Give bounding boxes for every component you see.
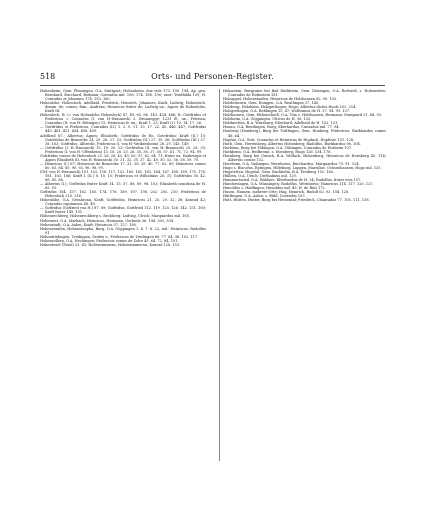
index-entry: Gottfridus comes de Hohenloch 25. 26. 28. 43. 45; 50; 57; 62. 64. 71; frater ux. Hadewigis et Agnes Elizabeth (II. von H.-Brauneck) 30. 31. 32. 35. 37. 42. 49. 50. 52. 56. 58. 59. 70.: [40, 153, 206, 162]
index-entry: Holzbrunnen, Gem. Eningen, O.A. Reutlingen 37. 145.: [223, 101, 320, 106]
index-entry: Horb, Gem. Herrenberg, Albertus Hohenberg; Rudolfus, Burkhardus 96. 104.: [223, 141, 361, 146]
index-entry: Holzappel, Hohenstaufen; Heinricus de Holzhausen 82. 90. 103.: [223, 97, 338, 102]
index-entry: Hundersingen, O.A. Münsingen; Rudolfus, Wernherus; Hainricus 114. 117. 120. 127.: [223, 182, 374, 187]
index-entry: Hohenzollern, O.A. Hechingen; Fridericus comes de Zolre 45. 64. 72. 84. 101.: [40, 238, 179, 243]
index-entry: — Gottfridus (I. H.-Brauneck) 15. 18. 20. 23; Gottfridus (II. von H.-Brauneck) 25. 28. 35; Fridericus (I. von H.-Uffenheim) 15. 18. 20. 25. 26. 35. 38. 37. 50. 57. 61. 71. 72. 94. 99.: [40, 145, 206, 154]
index-entry: Hopfau, O.A. Sulz; Conradus et Heinricus de Hopfach, Hopfowe 101. 128.: [223, 137, 355, 142]
index-entry: Hutt, Hutten, Hutter, Burg bei Hessental; Friedrich, Chunradus 77. 105. 111. 138.: [223, 198, 370, 203]
index-entry: (Grf. von H.-Brauneck) 101. 102. 116. 117. 152. 160. 161. 162. 164. 167. 168. 169. 170. 178. 181. 183. 186; Kraft I. (II.) 8. 10. 15; Fridericus et Wilhelmus 28. 31; Gottfridus 38. 42. 66. 85. 86.: [40, 169, 206, 183]
index-entry: Hohentwiel (Twiel) 33. 45; Hohenzimmern, Hohenzimmeren, Konrad 128. 153.: [40, 242, 181, 247]
running-title: Orts- und Personen-Register.: [151, 72, 274, 81]
index-entry: Hohenloch, H. (= von Hohenlohe Hohenloch) 47. 49. 65. 66. 143. 434. 486; H. Gottfridus et Fridericus = Conradus (I. von H.-Brauneck) 2. Brunnegge; 1231 ff.; ux.: Petrissa; Conradus (II. von H.-Rötingen) 15; Heinricus fr. ux.: Kraft 1. 23; Kraft (I.) 10. 14. 17. 26.: [40, 113, 206, 126]
index-entry: Holzburg, Holzheim, Holzgerlingen; Hugo; Albertus dictus Hoolz 102. 214.: [223, 105, 357, 110]
header-rule: [40, 85, 385, 86]
index-entry: Hummertsried, O.A. Waldsee, Eberhardus de H. 34; Rudolfus, frater eius 157.: [223, 178, 362, 183]
index-entry: Hohenlohe, Hohenloch, Adelheid, Friedrich, Heinrich, Johannes, Kraft, Ludwig; Hohenloch, domin. de; comes; fam.: Andreas; Heinricus frater de; Ludwig ux.: Agnes de Hohenlohe, Kraft III.: [40, 101, 206, 114]
index-entry: — Heinricus (I.) 67; Heinricus de Brunecke 17. 31. 38. 39. 40. 77. 82. 89; Heinricus comes 80. 83. 84. 85. 90. 93. 96. 98. 99.: [40, 161, 206, 170]
index-entry: Hohenstadt, O.A. Aalen, Kraft; Heinricus 37. 127. 198.: [40, 222, 137, 227]
index-entry: Hohenriet, O.A. Marbach, Heinricus, Hermann, Gerlinde 36. 194. 303. 304.: [40, 218, 175, 223]
index-column-right: [219, 89, 386, 461]
index-entry: Hohenheim, Gem. Plieningen, O.A. Stuttgart; Hohenheim, dux vide 173. 190. 194. Ap. gen. Bernhard, Burchard, Bodman; Conradus mil. 106. 174. 188. 190; uxor: Trudhilda 105; H. Conradus et Johannes 174. 193. 160.: [40, 89, 206, 102]
index-entry: Honberg (Homberg), Burg bei Tuttlingen, Gem. Honberg; Fridericus, Burkhardus comes 48. 64.: [223, 129, 386, 138]
index-entry: Holzhausen, Gem. Ettlenschieß, O.A. Ulm s. Holzhausen; Hermann, Marquard 31. 84. 93.: [223, 113, 383, 118]
index-entry: Holzkirchen, B.A. Würzburg; Eberhard; Adelheid de H. 102. 131.: [223, 121, 339, 126]
index-entry: Hugstetten, Hugstat, Gem. Buchhelm, B.A. Freiburg 152. 160.: [223, 169, 335, 174]
index-entry: — Albertus (I.); Gotfridus frater Kraft 14. 15. 57. 88. 89. 98. 103; Elizabeth comitissa de H. 85. 93.: [40, 182, 206, 191]
index-entry: Hülben, O.A. Urach; Diethalmus mil. 129.: [223, 173, 297, 178]
index-entry: Gotfridus 184. 157. 162. 165. 174. 176. 189. 197. 198. 202. 205. 210; Fridericus de Hohenloch 210. 216.: [40, 190, 206, 199]
index-entry: Horrheim, O.A. Vaihingen; Wernherus, Burchardus, Marquardus 75. 91. 124.: [223, 161, 360, 166]
index-column-left: [40, 89, 206, 461]
index-entry: — Gotfridus (Gotfried von H.) 87. 89; Gotfridus, Gottfried 112. 119. 125. 126. 142. 151. 160; Kraft frater 149. 151.: [40, 206, 206, 215]
index-entry: Hohenrechberg, Hohenrechberg s. Rechberg. Ludwig, Ulrich; Marquardus mil. 185.: [40, 214, 190, 219]
index-entry: Hornberg, Burg bei Gutach, B.A. Wolfach, Hohenberg; Heinricus de Hornberg 45. 114; Albertus comes 152.: [223, 153, 386, 162]
index-entry: Horheim, Burg bei Tübingen, O.A. Tübingen; Cunradus de Horheim 107.: [223, 145, 353, 150]
index-entry: Hohnstein, Burgruine bei Bad Dürkheim, Gem. Dietingen, O.A. Rottweil, s. Hohenstein; Conradus de Hohnstein 181.: [223, 89, 386, 98]
index-entry: Hohentrüdingen, Trudingen, Grafen v.; Fridericus de Trudingen 66. 77. 84. 96. 102. 117.: [40, 234, 199, 239]
index-entry: Hohenstaufen, Hohenstoupha, Burg, O.A. Göppingen 1. 4. 7. 8. 22; mil.: Heinricus, Rudolfus 91.: [40, 226, 206, 235]
page-number: 518: [40, 72, 56, 81]
index-entry: Hunoldus s. Hailfingen; Hunoldus mil. 49; H. de Ruti 172.: [223, 186, 326, 191]
index-entry: Holzheim, O.A. Göppingen, Ulricus de H. 36. 135.: [223, 117, 312, 122]
index-entry: Holzgerlingen, O.A. Böblingen 15. 47; Wolframus de H. 57. 94. 99. 137.: [223, 109, 351, 114]
index-entry: Adelheid 67.; Albertus; Agnes; Elisabeth; Gottfridus de Ho. Gotefridus; Kraft (II.) 15; Gotefridus de Brunecke 24. 25. 26. 27. 33; Gottfridus (II.) 27. 35. 36; Gottfridus (III.) 37. 38. 163; Gotfridus, Albrecht, Fridericus (I. von H.-Weikersheim) 28. 29. 143. 149.: [40, 133, 206, 146]
index-entry: Honau, O.A. Reutlingen, Burg; Eberhardus, Cunradus mil. 77. 94.: [223, 125, 340, 130]
index-entry: Horkheim, O.A. Heilbronn, s. Hornberg; Hugo 126. 134. 176.: [223, 149, 332, 154]
index-entry: Hugo s. Biscofus, Eptingen, Hilteburg, Luppen, Marsilius, Ochsenhausen; Hugo mil. 135.: [223, 165, 382, 170]
index-entry: Hohenlohe, O.A. Gerabronn, Kraft, Gottfridus, Heinricus 21. 25. 29. 32. 38; Konrad 42; Conradus capitaneus 46. 49.: [40, 198, 206, 207]
index-entry: — Gottfridus et Fridericus, Conradus (II.) 1. 2. 9. 11. 13. 17. 22. 45. 446. 447; Gottfridus 443. 481. 451. 454. 458. 459.: [40, 125, 206, 134]
index-entry: Hüttlingen, O.A. Aalen, s. Bühl; Conradus 103.: [223, 194, 306, 199]
index-entry: Husen, Hausen, mehrere Orte; Hug, Heinrich, Rudolf 62. 93. 104. 128.: [223, 190, 350, 195]
page-header: [40, 72, 385, 84]
